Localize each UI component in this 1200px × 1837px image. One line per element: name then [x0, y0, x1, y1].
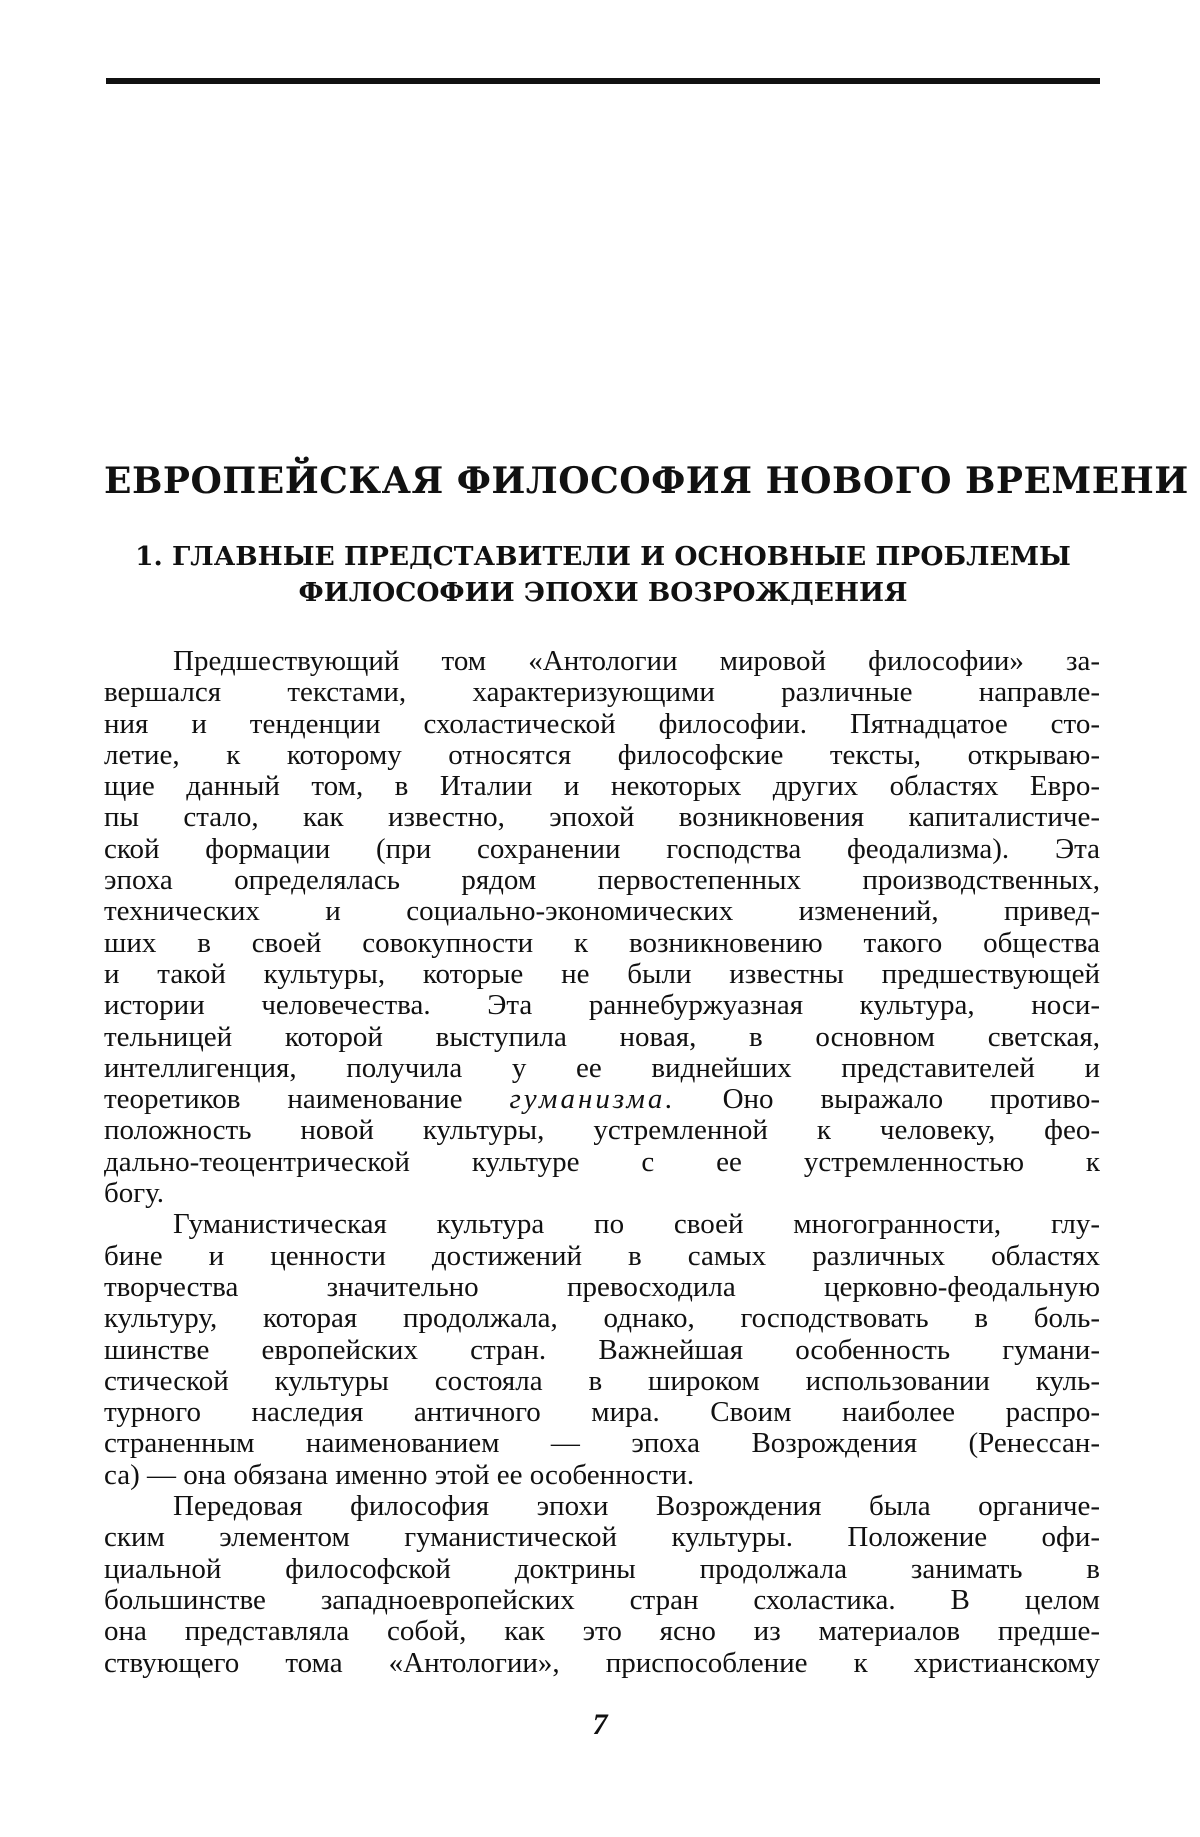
- text-line: ших в своей совокупности к возникновению такого общества: [104, 926, 1100, 959]
- text-line: ской формации (при сохранении господства феодализма). Эта: [104, 832, 1100, 865]
- text-line: циальной философской доктрины продолжала занимать в: [104, 1552, 1100, 1585]
- text-line: летие, к которому относятся философские тексты, открываю-: [104, 738, 1100, 771]
- text-line: технических и социально-экономических изменений, привед-: [104, 895, 1100, 928]
- text-line: страненным наименованием — эпоха Возрождения (Ренессан-: [104, 1427, 1100, 1460]
- text-line: шинстве европейских стран. Важнейшая особенность гумани-: [104, 1333, 1100, 1366]
- text-line: бине и ценности достижений в самых различных областях: [104, 1239, 1100, 1272]
- emphasized-term: гуманизма.: [509, 1083, 676, 1116]
- page-number: 7: [592, 1708, 608, 1741]
- text-line: эпоха определялась рядом первостепенных производственных,: [104, 864, 1100, 897]
- text-line: богу.: [104, 1177, 164, 1210]
- text-line: дально-теоцентрической культуре с ее устремленностью к: [104, 1145, 1100, 1178]
- text-line: пы стало, как известно, эпохой возникновения капиталистиче-: [104, 801, 1100, 834]
- text-line: щие данный том, в Италии и некоторых других областях Евро-: [104, 770, 1100, 803]
- text-line-with-emphasis: [104, 1084, 1100, 1115]
- text-line: вершался текстами, характеризующими различные направле-: [104, 676, 1100, 709]
- text-line: положность новой культуры, устремленной к человеку, фео-: [104, 1114, 1100, 1147]
- text-line: тельницей которой выступила новая, в основном светская,: [104, 1020, 1100, 1053]
- text-line: большинстве западноевропейских стран схоластика. В целом: [104, 1583, 1100, 1616]
- text-line: турного наследия античного мира. Своим наиболее распро-: [104, 1396, 1100, 1429]
- text-line: стической культуры состояла в широком использовании куль-: [104, 1364, 1100, 1397]
- text-line: и такой культуры, которые не были известны предшествующей: [104, 957, 1100, 990]
- text-line: она представляла собой, как это ясно из материалов предше-: [104, 1615, 1100, 1648]
- text-segment: теоретиков наименование: [104, 1083, 463, 1116]
- body-text: [104, 646, 1100, 1679]
- paragraph-1: [104, 646, 1100, 1209]
- section-heading: [104, 539, 1102, 611]
- text-line: творчества значительно превосходила церковно-феодальную: [104, 1270, 1100, 1303]
- paragraph-3: [104, 1491, 1100, 1679]
- section-heading-line-2: ФИЛОСОФИИ ЭПОХИ ВОЗРОЖДЕНИЯ: [298, 577, 908, 608]
- text-segment: Оно выражало противо-: [722, 1083, 1101, 1116]
- text-line: ским элементом гуманистической культуры. Положение офи-: [104, 1521, 1100, 1554]
- section-heading-line-1: 1. ГЛАВНЫЕ ПРЕДСТАВИТЕЛИ И ОСНОВНЫЕ ПРОБЛЕМЫ: [135, 541, 1071, 572]
- text-line: ствующего тома «Антологии», приспособление к христианскому: [104, 1646, 1100, 1679]
- text-line: интеллигенция, получила у ее виднейших представителей и: [104, 1051, 1100, 1084]
- text-line: ния и тенденции схоластической философии. Пятнадцатое сто-: [104, 707, 1100, 740]
- text-line: Гуманистическая культура по своей многогранности, глу-: [173, 1208, 1100, 1241]
- text-line: истории человечества. Эта раннебуржуазная культура, носи-: [104, 989, 1100, 1022]
- text-line: Передовая философия эпохи Возрождения была органиче-: [173, 1490, 1100, 1523]
- paragraph-2: [104, 1209, 1100, 1491]
- top-rule: [106, 78, 1100, 84]
- text-line: Предшествующий том «Антологии мировой философии» за-: [173, 645, 1100, 677]
- text-line: са) — она обязана именно этой ее особенности.: [104, 1458, 695, 1491]
- text-line: культуру, которая продолжала, однако, господствовать в боль-: [104, 1302, 1100, 1335]
- part-title: ЕВРОПЕЙСКАЯ ФИЛОСОФИЯ НОВОГО ВРЕМЕНИ: [104, 460, 1189, 502]
